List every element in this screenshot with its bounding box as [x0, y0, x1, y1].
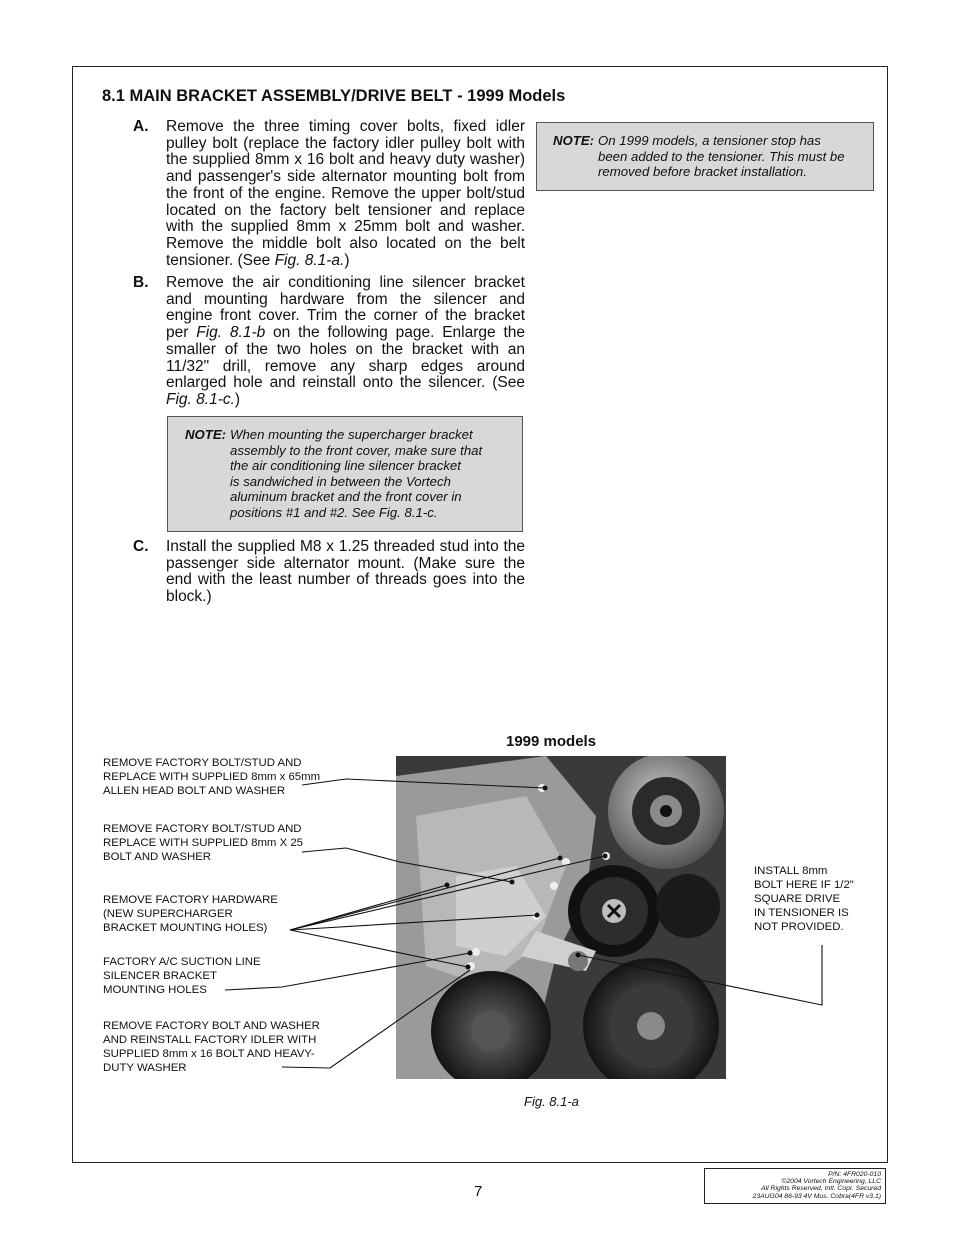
figure-caption: Fig. 8.1-a	[524, 1094, 579, 1109]
figure-title: 1999 models	[506, 733, 597, 750]
callout-6: INSTALL 8mm BOLT HERE IF 1/2" SQUARE DRIVE IN TENSIONER IS NOT PROVIDED.	[754, 865, 854, 933]
part-number: P/N: 4FR020-010	[828, 1171, 881, 1178]
step-b-text-part: Remove the air conditioning line silencer bracket and mounting hardware from the silencer and engine front cover. Trim the corner of the bracket per	[166, 274, 525, 342]
note-label: NOTE:	[185, 427, 227, 442]
step-a-text-end: )	[344, 251, 350, 269]
fig-reference: Fig. 8.1-c.	[166, 390, 235, 408]
fig-reference: Fig. 8.1-b	[196, 324, 266, 342]
copyright-line: ©2004 Vortech Engineering, LLC	[781, 1178, 881, 1186]
note-line: the air conditioning line silencer bracket	[230, 458, 461, 474]
note-line: On 1999 models, a tensioner stop has	[598, 133, 821, 148]
note-label: NOTE:	[553, 133, 595, 148]
note-line: removed before bracket installation.	[598, 164, 807, 180]
step-c-text: Install the supplied M8 x 1.25 threaded stud into the passenger side alternator mount. (Make sure the end with the least number of threads goes into the block.)	[166, 538, 525, 606]
page-number: 7	[474, 1183, 483, 1200]
note-line: aluminum bracket and the front cover in	[230, 489, 462, 505]
callout-1: REMOVE FACTORY BOLT/STUD AND REPLACE WITH SUPPLIED 8mm x 65mm ALLEN HEAD BOLT AND WASHER	[103, 757, 321, 797]
callout-5: REMOVE FACTORY BOLT AND WASHER AND REINSTALL FACTORY IDLER WITH SUPPLIED 8mm x 16 BOLT AND HEAVY- DUTY WASHER	[103, 1020, 320, 1074]
revision-line: 23AUG04 86-93 4V Mus. Cobra(4FR v3.1)	[752, 1192, 881, 1200]
note-line: is sandwiched in between the Vortech	[230, 473, 451, 489]
step-b-text-part: on the following page. Enlarge the smaller of the two holes on the bracket with an 11/32" drill, remove any sharp edges around enlarged hole and reinstall onto the silencer. (See	[166, 324, 526, 392]
step-a-text-part: Remove the three timing cover bolts, fixed idler pulley bolt (replace the factory idler pulley bolt with the supplied 8mm x 16 bolt and heavy duty washer) and passenger's side alternator mounting bolt from the front of the engine. Remove the upper bolt/stud located on the factory belt tensioner and replace with the supplied 8mm x 25mm bolt and washer. Remove the middle bolt also located on the belt tensioner. (See	[166, 118, 525, 269]
legal-box	[704, 1168, 886, 1204]
callout-4: FACTORY A/C SUCTION LINE SILENCER BRACKET MOUNTING HOLES	[103, 956, 261, 996]
section-title: 8.1 MAIN BRACKET ASSEMBLY/DRIVE BELT - 1999 Models	[102, 87, 566, 105]
note-line: assembly to the front cover, make sure that	[230, 442, 483, 458]
step-c-letter: C.	[133, 538, 149, 555]
step-b-letter: B.	[133, 274, 149, 291]
fig-reference: Fig. 8.1-a.	[274, 251, 345, 269]
note-line: When mounting the supercharger bracket	[230, 427, 473, 442]
step-a-letter: A.	[133, 118, 149, 135]
callout-2: REMOVE FACTORY BOLT/STUD AND REPLACE WITH SUPPLIED 8mm X 25 BOLT AND WASHER	[103, 823, 304, 863]
step-b-text-end: )	[234, 390, 241, 408]
callout-3: REMOVE FACTORY HARDWARE (NEW SUPERCHARGER BRACKET MOUNTING HOLES)	[103, 894, 278, 934]
note-line: been added to the tensioner. This must be	[598, 148, 845, 164]
note-line: positions #1 and #2. See Fig. 8.1-c.	[230, 504, 438, 520]
rights-line: All Rights Reserved, Intl. Copr. Secured	[761, 1185, 881, 1193]
